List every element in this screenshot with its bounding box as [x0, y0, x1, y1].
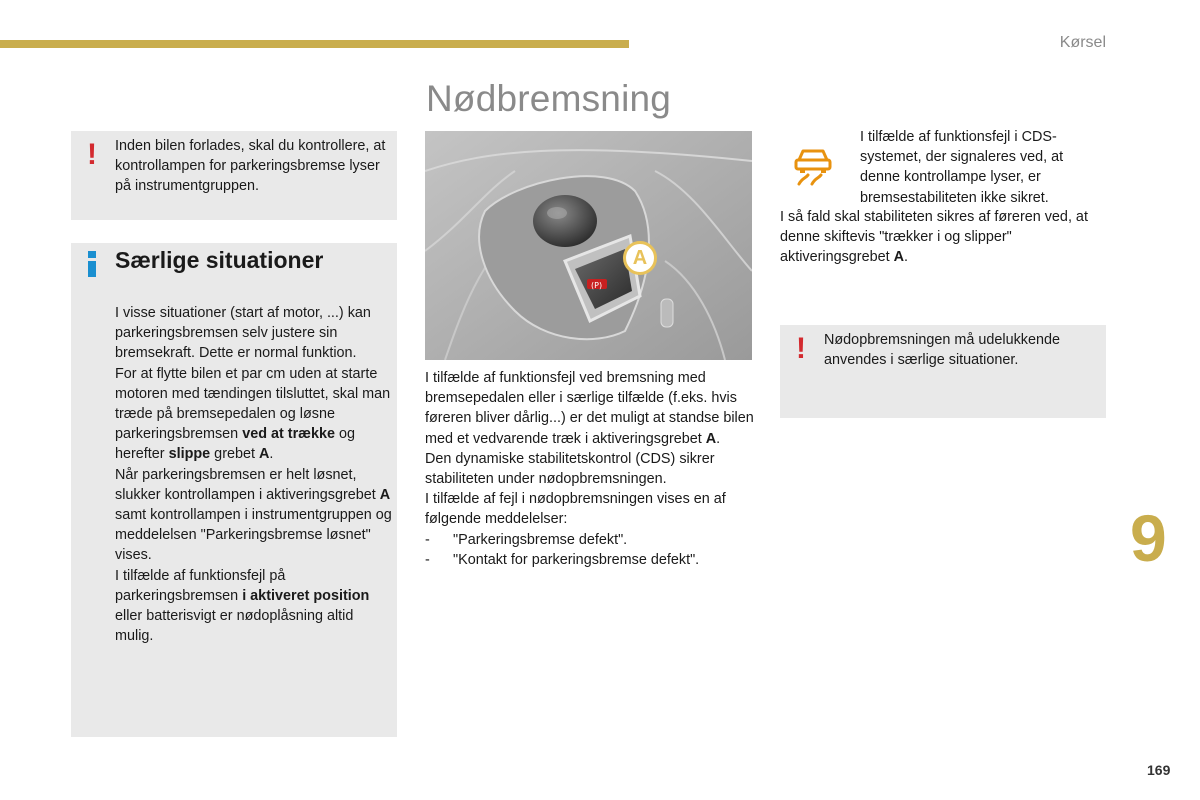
middle-paragraph: Den dynamiske stabilitetskontrol (CDS) sikrer stabiliteten under nødopbremsningen. — [425, 450, 715, 488]
svg-text:(P): (P) — [591, 281, 603, 290]
warning-text: Nødopbremsningen må udelukkende anvendes i særlige situationer. — [824, 332, 1060, 369]
info-heading: Særlige situationer — [115, 247, 324, 273]
info-paragraph: I visse situationer (start af motor, ...) kan parkeringsbremsen selv justere sin bremsekraft. Dette er normal funktion. — [115, 305, 371, 362]
callout-a-badge: A — [623, 241, 657, 275]
header-accent-bar — [0, 40, 629, 48]
section-label: Kørsel — [1059, 34, 1106, 51]
parking-brake-illustration — [425, 131, 752, 360]
info-body — [115, 303, 395, 646]
right-column-text — [780, 207, 1100, 268]
info-box-special-situations — [71, 243, 397, 737]
warning-text: Inden bilen forlades, skal du kontrollere, at kontrollampen for parkeringsbremse lyser på instrumentgruppen. — [115, 138, 386, 195]
info-paragraph: Når parkeringsbremsen er helt løsnet, slukker kontrollampen i aktiveringsgrebet A samt kontrollampen i instrumentgruppen og meddelelsen "Parkeringsbremse løsnet" vises. — [115, 466, 392, 564]
right-paragraph: I så fald skal stabiliteten sikres af føreren ved, at denne skiftevis "trækker i og slipper" aktiveringsgrebet A. — [780, 209, 1088, 266]
bullet-item: - "Kontakt for parkeringsbremse defekt". — [425, 551, 700, 568]
exclamation-warning-icon: ! — [87, 138, 97, 171]
info-icon — [87, 251, 97, 277]
warning-box-emergency-braking — [780, 325, 1106, 418]
info-paragraph: I tilfælde af funktionsfejl på parkeringsbremsen i aktiveret position eller batterisvigt er nødoplåsning altid mulig. — [115, 567, 370, 645]
warning-box-parking-lamp — [71, 131, 397, 220]
info-paragraph: For at flytte bilen et par cm uden at starte motoren med tændingen tilsluttet, skal man træde på bremsepedalen og løsne parkeringsbremsen ved at trække og herefter slippe grebet A. — [115, 365, 391, 463]
page-number: 169 — [1147, 762, 1171, 778]
middle-paragraph: I tilfælde af fejl i nødopbremsningen vises en af følgende meddelelser: — [425, 491, 726, 528]
middle-column-text — [425, 368, 755, 570]
right-column-intro: I tilfælde af funktionsfejl i CDS-systemet, der signaleres ved, at denne kontrollampe lyser, er bremsestabiliteten ikke sikret. — [860, 129, 1064, 206]
skid-car-warning-icon — [790, 142, 836, 188]
console-drawing — [425, 131, 752, 360]
exclamation-warning-icon: ! — [796, 332, 806, 365]
page-title: Nødbremsning — [426, 78, 672, 119]
bullet-item: - "Parkeringsbremse defekt". — [425, 531, 628, 548]
middle-paragraph: I tilfælde af funktionsfejl ved bremsning med bremsepedalen eller i særlige tilfælde (f.eks. hvis føreren bliver dårlig...) er det muligt at standse bilen med et vedvarende træk i aktiveringsgrebet A. — [425, 370, 754, 447]
chapter-number: 9 — [1130, 501, 1167, 575]
